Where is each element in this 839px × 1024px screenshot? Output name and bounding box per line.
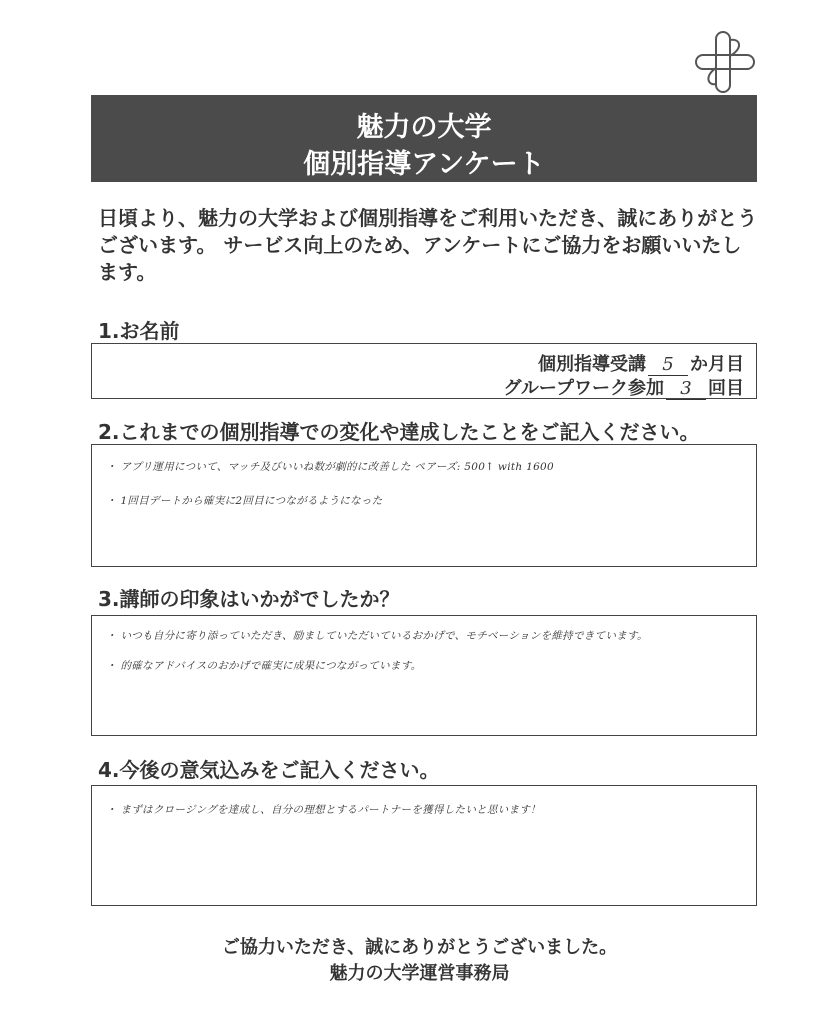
title-line-1: 魅力の大学 — [356, 112, 492, 143]
q2-answer-line: ・ アプリ運用について、マッチ及びいいね数が劇的に改善した ペアーズ: 500↑ with 1600 — [106, 461, 555, 473]
q4-title: 4.今後の意気込みをご記入ください。 — [98, 758, 440, 782]
groupwork-label: グループワーク参加 — [503, 378, 664, 399]
q4-answer-line: ・ まずはクロージングを達成し、自分の理想とするパートナーを獲得したいと思います！ — [106, 804, 541, 816]
q3-answer-line: ・ 的確なアドバイスのおかげで確実に成果につながっています。 — [106, 660, 422, 672]
q2-title: 2.これまでの個別指導での変化や達成したことをご記入ください。 — [98, 420, 700, 444]
sessions-label: 個別指導受講 — [538, 354, 646, 375]
sessions-value: 5 — [648, 354, 688, 376]
q1-answer-box — [91, 343, 757, 399]
q1-line-sessions — [538, 350, 744, 376]
intro-text: 日頃より、魅力の大学および個別指導をご利用いただき、誠にありがとうございます。 サービス向上のため、アンケートにご協力をお願いいたします。 — [98, 206, 758, 284]
groupwork-value: 3 — [666, 378, 706, 400]
survey-title-banner — [91, 95, 757, 182]
q4-answer-box — [91, 785, 757, 906]
title-line-2: 個別指導アンケート — [303, 149, 545, 180]
q3-title: 3.講師の印象はいかがでしたか？ — [98, 587, 400, 611]
q3-answer-line: ・ いつも自分に寄り添っていただき、励ましていただいているおかげで、モチベーションを維持できています。 — [106, 630, 648, 642]
q3-answer-box — [91, 615, 757, 736]
q1-line-groupwork — [503, 374, 744, 400]
closing-organization: 魅力の大学運営事務局 — [329, 963, 510, 984]
closing-thanks: ご協力いただき、誠にありがとうございました。 — [221, 937, 618, 958]
logo-icon — [694, 30, 756, 94]
groupwork-unit: 回目 — [708, 378, 744, 399]
sessions-unit: か月目 — [690, 354, 744, 375]
q2-answer-line: ・ 1回目デートから確実に2回目につながるようになった — [106, 495, 383, 507]
q1-title: 1.お名前 — [98, 319, 180, 343]
q2-answer-box — [91, 444, 757, 567]
